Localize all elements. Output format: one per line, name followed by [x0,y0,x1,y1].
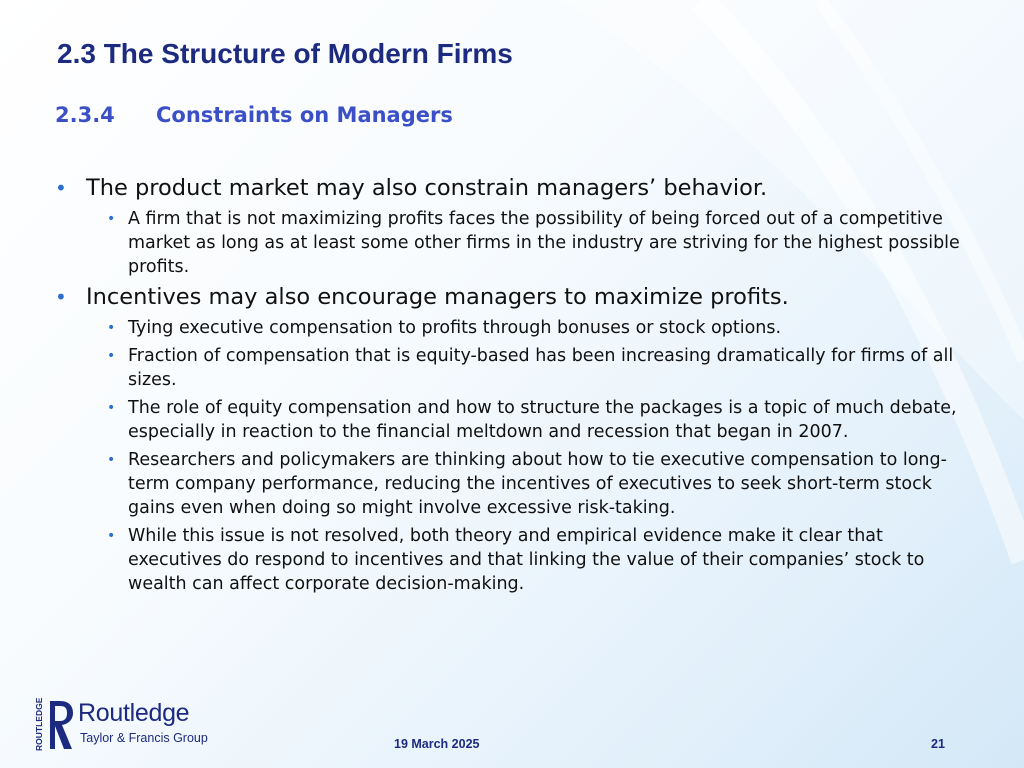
sub-bullet-icon: • [107,348,116,364]
sub-bullet-text: Tying executive compensation to profits through bonuses or stock options. [128,318,782,338]
routledge-r-icon [46,697,76,753]
sub-bullet-text: While this issue is not resolved, both theory and empirical evidence make it clear that executives do respond to incentives and that linking the value of their companies’ stock to wealth can affect corporate decision-making. [128,526,925,594]
logo-subtitle: Taylor & Francis Group [80,731,208,745]
sub-bullet-item [107,396,975,444]
section-number: 2.3.4 [55,103,115,127]
sub-bullet-icon: • [107,452,116,468]
bullet-item [55,283,975,312]
section-title: Constraints on Managers [156,103,453,127]
logo-name: Routledge [78,699,190,727]
sub-bullet-text: Fraction of compensation that is equity-based has been increasing dramatically for firms of all sizes. [128,346,954,390]
bullet-text: Incentives may also encourage managers to maximize profits. [86,284,789,310]
sub-bullet-item [107,524,975,596]
sub-bullet-text: The role of equity compensation and how to structure the packages is a topic of much debate, especially in reaction to the financial meltdown and recession that began in 2007. [128,398,957,442]
footer-date: 19 March 2025 [394,737,480,751]
sub-bullet-icon: • [107,320,116,336]
bullet-list [55,174,975,600]
sub-bullet-icon: • [107,528,116,544]
slide-title: 2.3 The Structure of Modern Firms [57,38,513,69]
sub-bullet-item [107,344,975,392]
bullet-icon: • [55,176,67,200]
sub-bullet-item [107,316,975,340]
bullet-item [55,174,975,203]
sub-bullet-icon: • [107,211,116,227]
sub-bullet-text: A firm that is not maximizing profits faces the possibility of being forced out of a competitive market as long as at least some other firms in the industry are striving for the highest possible profits. [128,209,960,277]
page-number: 21 [931,737,945,751]
sub-bullet-item [107,448,975,520]
routledge-logo [34,697,224,755]
section-heading [55,103,453,127]
bullet-icon: • [55,285,67,309]
bullet-text: The product market may also constrain managers’ behavior. [86,175,768,201]
sub-bullet-item [107,207,975,279]
sub-bullet-text: Researchers and policymakers are thinking about how to tie executive compensation to long-term company performance, reducing the incentives of executives to seek short-term stock gains even when doing so might involve excessive risk-taking. [128,450,947,518]
logo-vertical-text: ROUTLEDGE [34,697,44,751]
sub-bullet-icon: • [107,400,116,416]
